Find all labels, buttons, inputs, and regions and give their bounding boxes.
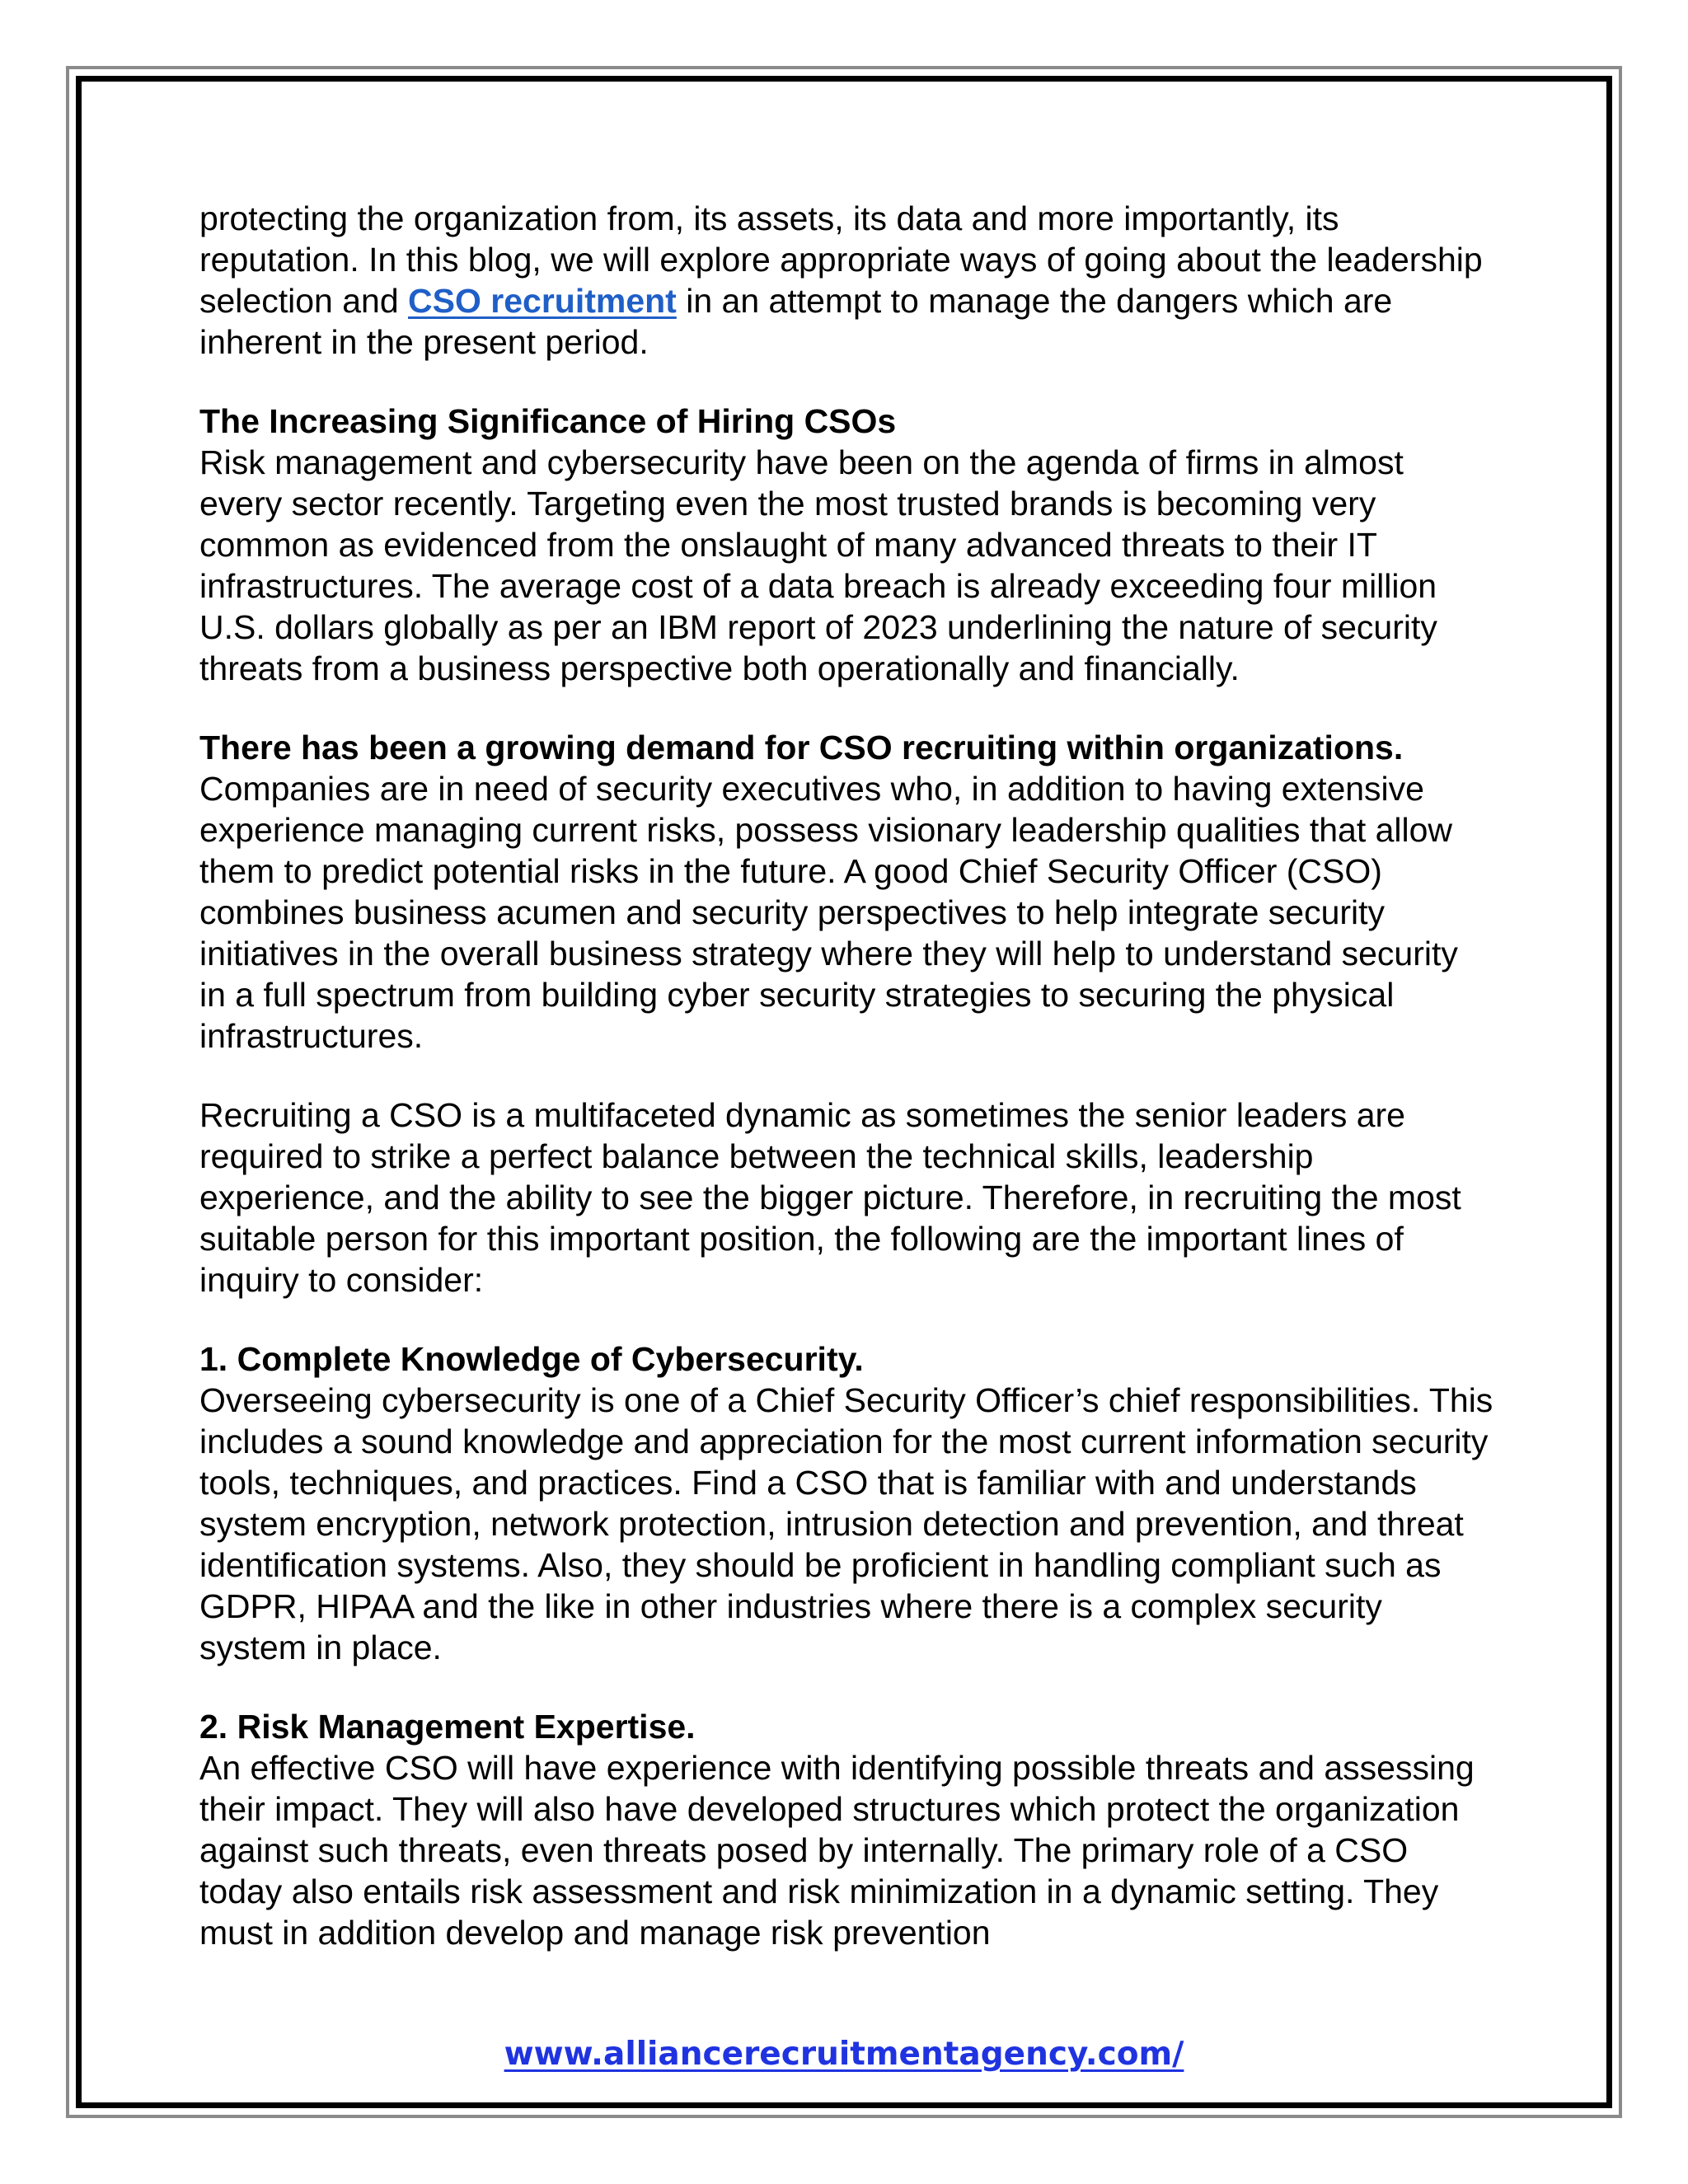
document-body: [199, 198, 1493, 1991]
page-footer: [0, 2036, 1688, 2073]
section-body: Recruiting a CSO is a multifaceted dynamic as sometimes the senior leaders are required to strike a perfect balance between the technical skills, leadership experience, and the ability to see the bigger picture. Therefore, in recruiting the most suitable person for this important position, the following are the important lines of inquiry to consider:: [199, 1096, 1461, 1299]
section-significance: [199, 401, 1493, 689]
section-body: Risk management and cybersecurity have been on the agenda of firms in almost every sector recently. Targeting even the most trusted brands is becoming very common as evidenced from the onslaught of many advanced threats to their IT infrastructures. The average cost of a data breach is already exceeding four million U.S. dollars globally as per an IBM report of 2023 underlining the nature of security threats from a business perspective both operationally and financially.: [199, 443, 1437, 687]
intro-text-before-link: protecting the organization from, its assets, its data and more importantly, its reputation. In this blog, we will explore appropriate ways of going about the leadership selection and: [199, 199, 1483, 320]
intro-paragraph: [199, 198, 1493, 363]
section-cybersecurity-knowledge: [199, 1338, 1493, 1668]
footer-website-link[interactable]: www.alliancerecruitmentagency.com/: [504, 2036, 1184, 2073]
section-heading: 1. Complete Knowledge of Cybersecurity.: [199, 1340, 864, 1378]
section-heading: 2. Risk Management Expertise.: [199, 1708, 696, 1746]
section-body: Companies are in need of security executives who, in addition to having extensive experience managing current risks, possess visionary leadership qualities that allow them to predict potential risks in the future. A good Chief Security Officer (CSO) combines business acumen and security perspectives to help integrate security initiatives in the overall business strategy where they will help to understand security in a full spectrum from building cyber security strategies to securing the physical infrastructures.: [199, 770, 1458, 1055]
section-recruiting: [199, 1094, 1493, 1301]
section-heading: The Increasing Significance of Hiring CSOs: [199, 402, 897, 440]
cso-recruitment-link[interactable]: CSO recruitment: [408, 282, 677, 320]
intro-text-after-link: in an attempt to manage the dangers which are inherent in the present period.: [199, 282, 1393, 361]
section-body: Overseeing cybersecurity is one of a Chief Security Officer’s chief responsibilities. This includes a sound knowledge and appreciation for the most current information security tools, techniques, and practices. Find a CSO that is familiar with and understands system encryption, network protection, intrusion detection and prevention, and threat identification systems. Also, they should be proficient in handling compliant such as GDPR, HIPAA and the like in other industries where there is a complex security system in place.: [199, 1381, 1493, 1666]
section-heading: There has been a growing demand for CSO recruiting within organizations.: [199, 729, 1404, 766]
section-body: An effective CSO will have experience with identifying possible threats and assessing their impact. They will also have developed structures which protect the organization against such threats, even threats posed by internally. The primary role of a CSO today also entails risk assessment and risk minimization in a dynamic setting. They must in addition develop and manage risk prevention: [199, 1749, 1475, 1952]
section-risk-management: [199, 1706, 1493, 1953]
section-growing-demand: [199, 727, 1493, 1057]
